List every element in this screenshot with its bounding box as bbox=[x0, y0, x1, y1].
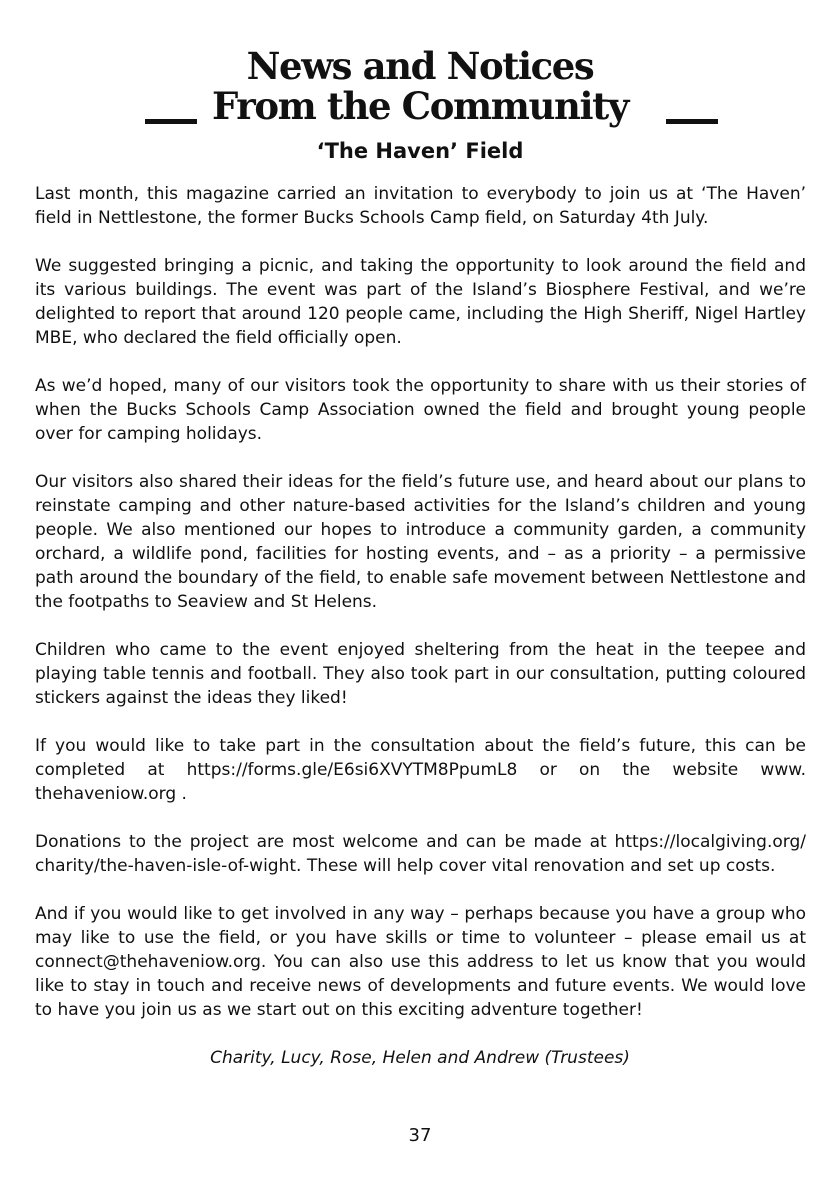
paragraph: Children who came to the event enjoyed sheltering from the heat in the teepee and playing table tennis and football. They also took part in our consultation, putting coloured stickers against the ideas they liked! bbox=[35, 640, 806, 708]
paragraph: We suggested bringing a picnic, and taking the opportunity to look around the field and its various buildings. The event was part of the Island’s Biosphere Festival, and we’re delighted to report that around 120 people came, including the High Sheriff, Nigel Hartley MBE, who declared the field officially open. bbox=[35, 256, 806, 348]
paragraph: And if you would like to get involved in any way – perhaps because you have a group who may like to use the field, or you have skills or time to volunteer – please email us at connect@thehaveniow.org. You can also use this address to let us know that you would like to stay in touch and receive news of developments and future events. We would love to have you join us as we start out on this exciting adventure together! bbox=[35, 904, 806, 1020]
article-body bbox=[35, 182, 806, 1046]
masthead bbox=[0, 40, 840, 140]
paragraph: Our visitors also shared their ideas for the field’s future use, and heard about our plans to reinstate camping and other nature-based activities for the Island’s children and young people. We also mentioned our hopes to introduce a community garden, a community orchard, a wildlife pond, facilities for hosting events, and – as a priority – a permissive path around the boundary of the field, to enable safe movement between Nettlestone and the footpaths to Seaview and St Helens. bbox=[35, 472, 806, 612]
article-subtitle: ‘The Haven’ Field bbox=[316, 139, 524, 163]
paragraph: As we’d hoped, many of our visitors took the opportunity to share with us their stories of when the Bucks Schools Camp Association owned the field and brought young people over for camping holidays. bbox=[35, 376, 806, 444]
signature: Charity, Lucy, Rose, Helen and Andrew (Trustees) bbox=[210, 1048, 630, 1068]
page-number: 37 bbox=[408, 1125, 432, 1146]
page-title-line-1: News and Notices bbox=[246, 44, 594, 88]
page-title-line-2: From the Community bbox=[212, 84, 628, 128]
paragraph: If you would like to take part in the consultation about the field’s future, this can be completed at https://forms.gle/E6si6XVYTM8PpumL8 or on the website www. thehaveniow.org . bbox=[35, 736, 806, 804]
paragraph: Last month, this magazine carried an invitation to everybody to join us at ‘The Haven’ field in Nettlestone, the former Bucks Schools Camp field, on Saturday 4th July. bbox=[35, 184, 806, 228]
paragraph: Donations to the project are most welcome and can be made at https://localgiving.org/ charity/the-haven-isle-of-wight. These will help cover vital renovation and set up costs. bbox=[35, 832, 806, 876]
